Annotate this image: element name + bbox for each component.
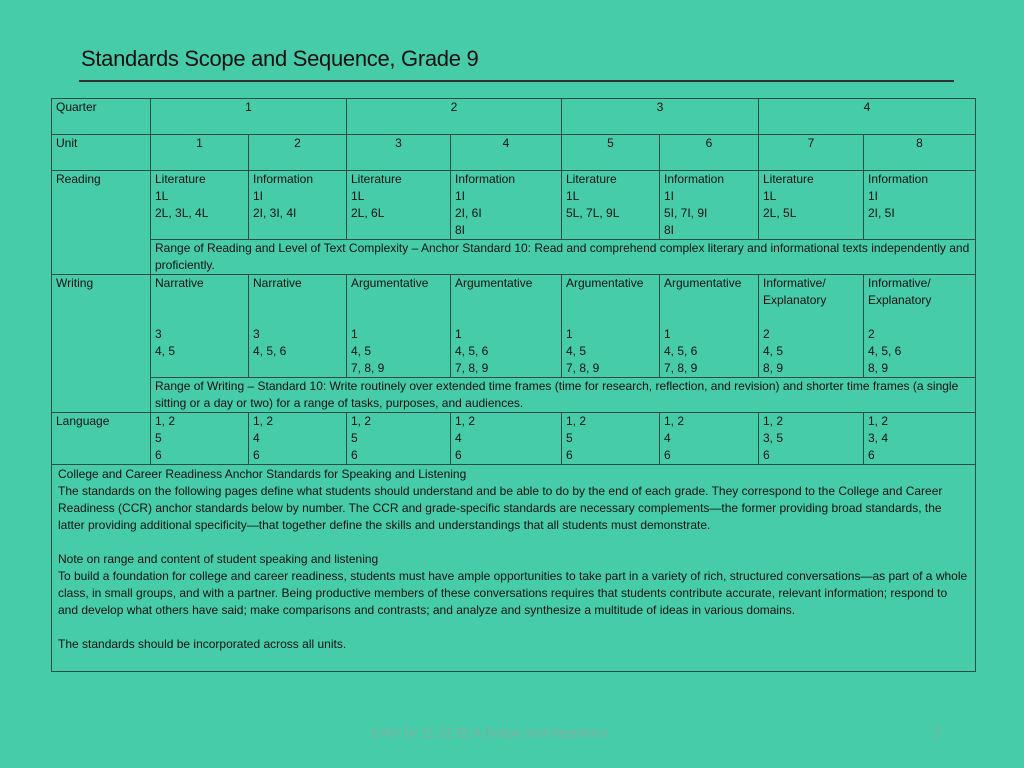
writing-cell: Argumentative 1 4, 5, 6 7, 8, 9 <box>451 275 562 378</box>
writing-range-text: Range of Writing – Standard 10: Write routinely over extended time frames (time for research, reflection, and revision) and shorter time frames (a single sitting or a day or two) for a range of tasks, purposes, and audiences. <box>151 378 976 413</box>
reading-cell: Literature 1L 2L, 5L <box>759 171 864 240</box>
reading-cell: Information 1I 2I, 5I <box>864 171 976 240</box>
reading-row <box>52 171 976 240</box>
reading-cell: Literature 1L 5L, 7L, 9L <box>562 171 660 240</box>
unit-cell: 6 <box>660 135 759 171</box>
language-cell: 1, 2 3, 4 6 <box>864 413 976 465</box>
language-row <box>52 413 976 465</box>
reading-cell: Literature 1L 2L, 6L <box>347 171 451 240</box>
writing-row <box>52 275 976 378</box>
notes-row <box>52 465 976 672</box>
language-cell: 1, 2 5 6 <box>347 413 451 465</box>
range-body: To build a foundation for college and career readiness, students must have ample opportunities to take part in a variety of rich, structured conversations—as part of a whole class, in small groups, and with a partner. Being productive members of these conversations requires that students contribute accurate, relevant information; respond to and develop what others have said; make comparisons and contrasts; and analyze and synthesize a multitude of ideas in various domains. <box>58 569 968 617</box>
writing-cell: Argumentative 1 4, 5, 6 7, 8, 9 <box>660 275 759 378</box>
title-underline <box>79 80 954 82</box>
unit-cell: 4 <box>451 135 562 171</box>
range-heading: Note on range and content of student speaking and listening <box>58 552 379 566</box>
writing-cell: Narrative 3 4, 5 <box>151 275 249 378</box>
quarter-cell: 1 <box>151 99 347 135</box>
ccr-body: The standards on the following pages define what students should understand and be able to do by the end of each grade. They correspond to the College and Career Readiness (CCR) anchor standards below by number. The CCR and grade-specific standards are necessary complements—the former providing broad standards, the latter providing additional specificity—that together define the skills and understandings that all students must demonstrate. <box>58 484 943 532</box>
language-cell: 1, 2 5 6 <box>562 413 660 465</box>
writing-cell: Informative/ Explanatory 2 4, 5 8, 9 <box>759 275 864 378</box>
unit-label: Unit <box>52 135 151 171</box>
language-label: Language <box>52 413 151 465</box>
unit-row <box>52 135 976 171</box>
reading-cell: Information 1I 2I, 3I, 4I <box>249 171 347 240</box>
page-number: 2 <box>934 725 942 740</box>
writing-range-row <box>52 378 976 413</box>
quarter-cell: 3 <box>562 99 759 135</box>
language-cell: 1, 2 3, 5 6 <box>759 413 864 465</box>
language-cell: 1, 2 5 6 <box>151 413 249 465</box>
language-cell: 1, 2 4 6 <box>249 413 347 465</box>
writing-cell: Informative/ Explanatory 2 4, 5, 6 8, 9 <box>864 275 976 378</box>
speaking-listening-notes <box>52 465 976 672</box>
closing-note: The standards should be incorporated across all units. <box>58 637 347 651</box>
language-cell: 1, 2 4 6 <box>660 413 759 465</box>
language-cell: 1, 2 4 6 <box>451 413 562 465</box>
reading-cell: Literature 1L 2L, 3L, 4L <box>151 171 249 240</box>
unit-cell: 1 <box>151 135 249 171</box>
unit-cell: 5 <box>562 135 660 171</box>
reading-range-row <box>52 240 976 275</box>
footer-text: EAG Gr 11-12 ELA Scope and Sequence <box>372 725 609 740</box>
unit-cell: 2 <box>249 135 347 171</box>
quarter-cell: 4 <box>759 99 976 135</box>
scope-sequence-table <box>51 98 976 672</box>
quarter-label: Quarter <box>52 99 151 135</box>
unit-cell: 7 <box>759 135 864 171</box>
quarter-row <box>52 99 976 135</box>
quarter-cell: 2 <box>347 99 562 135</box>
page-title: Standards Scope and Sequence, Grade 9 <box>81 46 479 71</box>
writing-label: Writing <box>52 275 151 413</box>
writing-cell: Narrative 3 4, 5, 6 <box>249 275 347 378</box>
reading-cell: Information 1I 2I, 6I 8I <box>451 171 562 240</box>
unit-cell: 8 <box>864 135 976 171</box>
unit-cell: 3 <box>347 135 451 171</box>
reading-label: Reading <box>52 171 151 275</box>
reading-cell: Information 1I 5I, 7I, 9I 8I <box>660 171 759 240</box>
reading-range-text: Range of Reading and Level of Text Complexity – Anchor Standard 10: Read and comprehend complex literary and informational texts independently and proficiently. <box>151 240 976 275</box>
ccr-heading: College and Career Readiness Anchor Standards for Speaking and Listening <box>58 467 467 481</box>
writing-cell: Argumentative 1 4, 5 7, 8, 9 <box>562 275 660 378</box>
writing-cell: Argumentative 1 4, 5 7, 8, 9 <box>347 275 451 378</box>
